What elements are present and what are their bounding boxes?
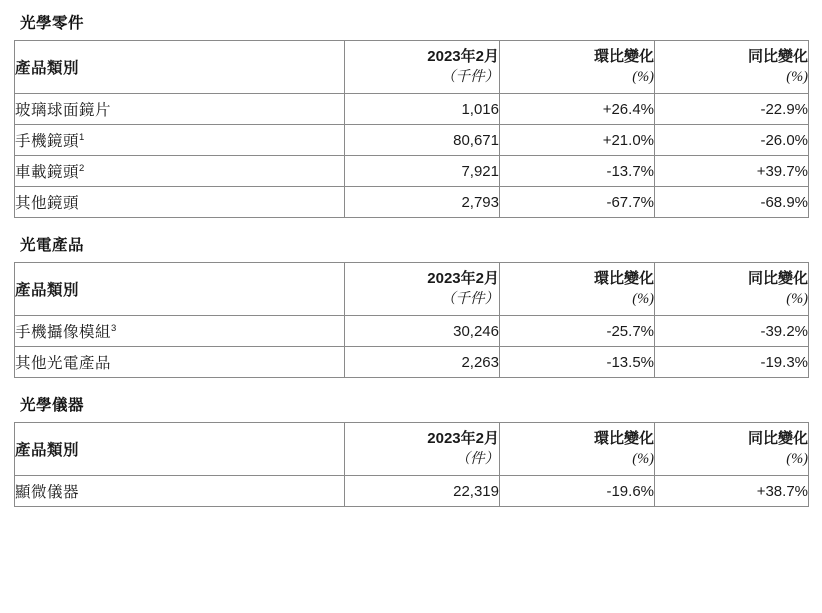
header-yoy-main: 同比變化	[747, 429, 808, 447]
row-value: 2,263	[345, 347, 500, 378]
section-title: 光學零件	[20, 15, 85, 32]
row-category	[15, 94, 345, 125]
row-category-label: 手機鏡頭	[15, 133, 80, 150]
header-yoy	[655, 423, 809, 476]
table-row	[15, 94, 809, 125]
table-optical-instruments	[14, 422, 809, 507]
row-category-label: 其他鏡頭	[15, 195, 80, 212]
row-category	[15, 156, 345, 187]
table-optical-components	[14, 40, 809, 218]
table-header-row	[15, 263, 809, 316]
header-mom-unit: (%)	[632, 69, 654, 86]
table-row	[15, 156, 809, 187]
row-mom: -13.5%	[500, 347, 655, 378]
row-footnote-marker: 3	[111, 322, 117, 334]
header-mom-unit: (%)	[632, 451, 654, 468]
header-period-main: 2023年2月	[427, 429, 499, 447]
row-yoy: -39.2%	[655, 316, 809, 347]
section-spacer	[14, 378, 808, 388]
header-period-unit: （件）	[455, 451, 499, 468]
row-mom: +26.4%	[500, 94, 655, 125]
row-category	[15, 125, 345, 156]
section-optical-components	[14, 6, 808, 218]
row-value: 22,319	[345, 476, 500, 507]
row-category	[15, 316, 345, 347]
header-period-unit: （千件）	[441, 69, 499, 86]
table-header-row	[15, 423, 809, 476]
header-mom	[500, 263, 655, 316]
header-period-unit: （千件）	[441, 291, 499, 308]
table-row	[15, 347, 809, 378]
row-value: 2,793	[345, 187, 500, 218]
header-mom-main: 環比變化	[593, 47, 654, 65]
row-mom: -13.7%	[500, 156, 655, 187]
section-optical-instruments	[14, 388, 808, 507]
row-footnote-marker: 1	[79, 131, 85, 143]
row-yoy: -68.9%	[655, 187, 809, 218]
header-period-main: 2023年2月	[427, 269, 499, 287]
header-mom-main: 環比變化	[593, 269, 654, 287]
row-yoy: -19.3%	[655, 347, 809, 378]
row-yoy: +38.7%	[655, 476, 809, 507]
row-mom: -25.7%	[500, 316, 655, 347]
header-mom-main: 環比變化	[593, 429, 654, 447]
header-mom	[500, 41, 655, 94]
table-optoelectronic-products	[14, 262, 809, 378]
row-category	[15, 347, 345, 378]
row-category-label: 顯微儀器	[15, 484, 80, 501]
row-category	[15, 187, 345, 218]
row-category-label: 手機攝像模組	[15, 324, 112, 341]
header-yoy-main: 同比變化	[747, 269, 808, 287]
row-category-label: 其他光電產品	[15, 355, 112, 372]
header-period	[345, 423, 500, 476]
table-row	[15, 187, 809, 218]
row-yoy: +39.7%	[655, 156, 809, 187]
header-category: 產品類別	[15, 263, 345, 316]
row-value: 7,921	[345, 156, 500, 187]
row-yoy: -22.9%	[655, 94, 809, 125]
header-period-main: 2023年2月	[427, 47, 499, 65]
header-period	[345, 263, 500, 316]
section-title: 光學儀器	[20, 397, 85, 414]
header-category: 產品類別	[15, 423, 345, 476]
table-row	[15, 476, 809, 507]
section-spacer	[14, 218, 808, 228]
section-title: 光電產品	[20, 237, 85, 254]
header-period	[345, 41, 500, 94]
header-yoy-unit: (%)	[786, 451, 808, 468]
table-row	[15, 125, 809, 156]
table-header-row	[15, 41, 809, 94]
header-yoy	[655, 263, 809, 316]
row-mom: -19.6%	[500, 476, 655, 507]
row-value: 30,246	[345, 316, 500, 347]
row-mom: +21.0%	[500, 125, 655, 156]
section-optoelectronic-products	[14, 228, 808, 378]
header-yoy-main: 同比變化	[747, 47, 808, 65]
header-yoy-unit: (%)	[786, 69, 808, 86]
row-value: 80,671	[345, 125, 500, 156]
row-yoy: -26.0%	[655, 125, 809, 156]
header-yoy-unit: (%)	[786, 291, 808, 308]
row-category	[15, 476, 345, 507]
table-row	[15, 316, 809, 347]
row-mom: -67.7%	[500, 187, 655, 218]
header-mom-unit: (%)	[632, 291, 654, 308]
row-footnote-marker: 2	[79, 162, 85, 174]
header-yoy	[655, 41, 809, 94]
row-category-label: 玻璃球面鏡片	[15, 102, 112, 119]
header-mom	[500, 423, 655, 476]
header-category: 產品類別	[15, 41, 345, 94]
row-value: 1,016	[345, 94, 500, 125]
row-category-label: 車載鏡頭	[15, 164, 80, 181]
